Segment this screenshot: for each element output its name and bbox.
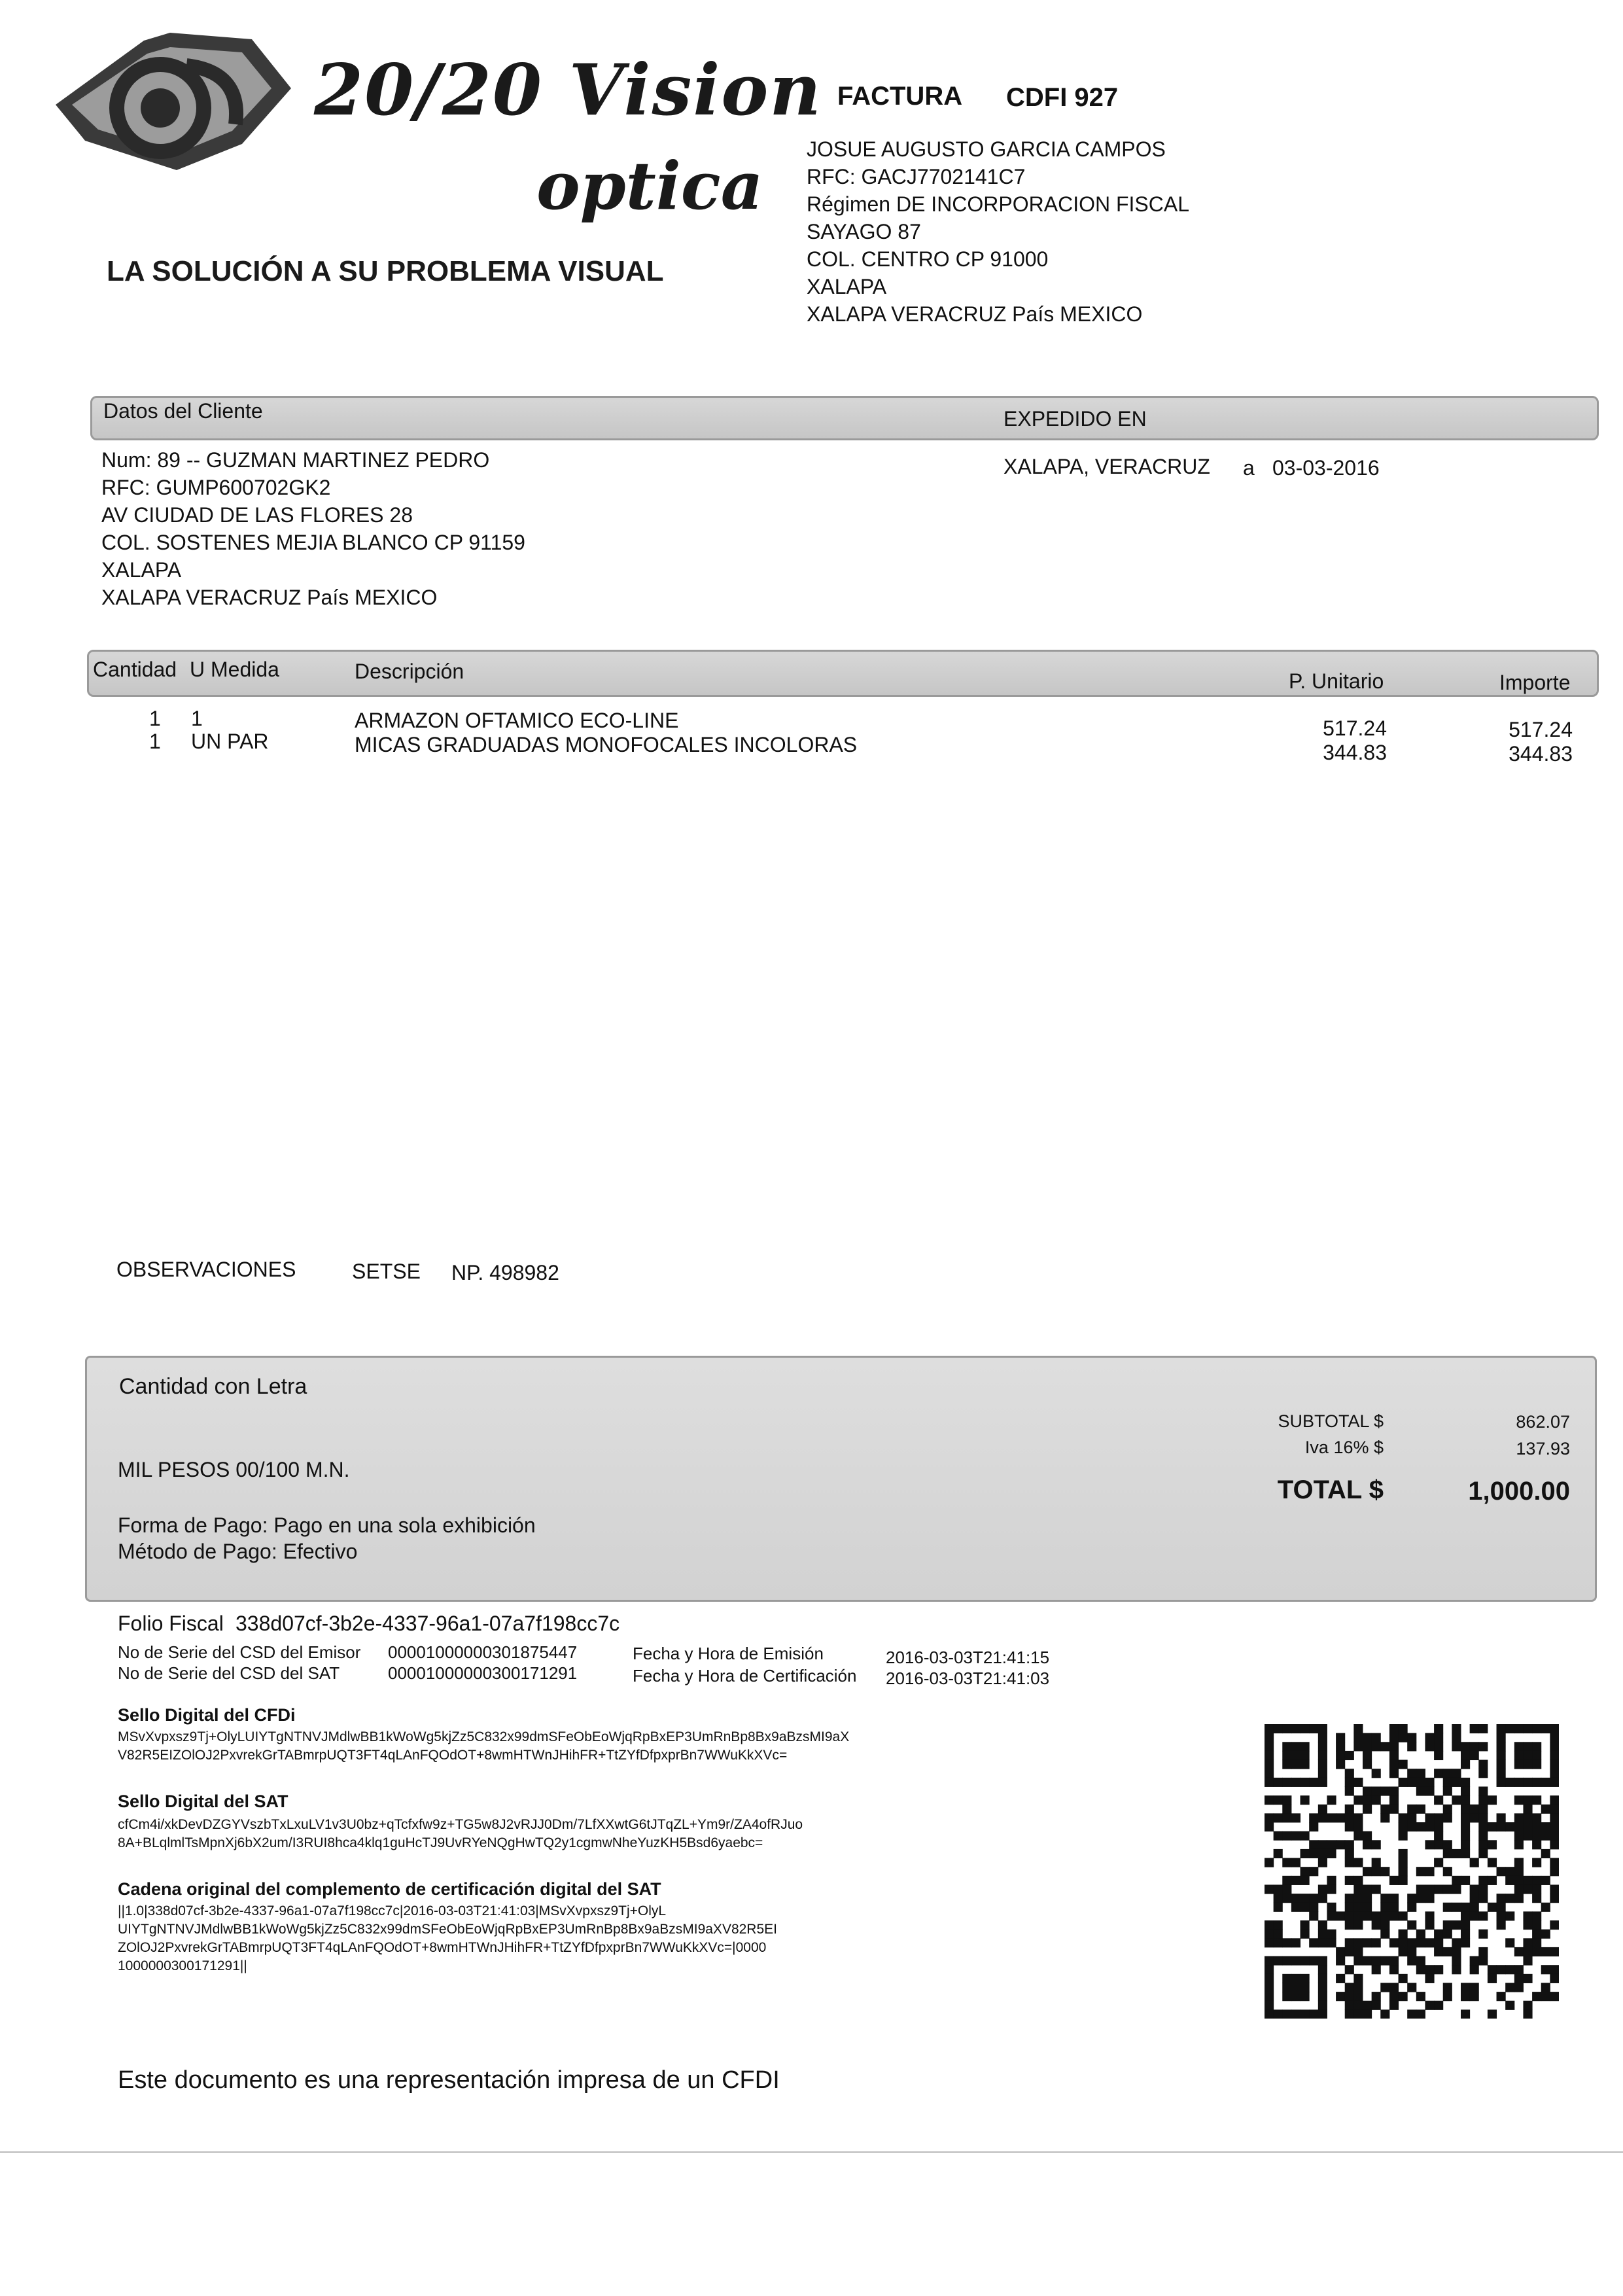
sello-sat-line: 8A+BLqlmlTsMpnXj6bX2um/I3RUI8hca4klq1guHcTJ9UvRYeNQgHwTQ2y1cgmwNheYuzKH5Bsd6yaebc= bbox=[118, 1835, 763, 1850]
subtotal-value: 862.07 bbox=[1516, 1412, 1570, 1432]
issuer-regimen: Régimen DE INCORPORACION FISCAL bbox=[807, 192, 1190, 216]
col-header-importe: Importe bbox=[1499, 671, 1571, 694]
fecha-cert-label: Fecha y Hora de Certificación bbox=[633, 1666, 857, 1686]
cadena-title: Cadena original del complemento de certificación digital del SAT bbox=[118, 1879, 661, 1899]
issuer-street: SAYAGO 87 bbox=[807, 220, 921, 243]
client-block bbox=[101, 446, 525, 611]
sello-cfdi-block bbox=[118, 1728, 968, 1765]
total-label: TOTAL $ bbox=[1277, 1475, 1384, 1504]
client-street: AV CIUDAD DE LAS FLORES 28 bbox=[101, 503, 413, 527]
cadena-line: ZOlOJ2PxvrekGrTABmrpUQT3FT4qLAnFQOdOT+8wmHTWnJHihFR+TtZYfDfpxprBn7WWuKkXVc=|0000 bbox=[118, 1940, 767, 1955]
cadena-line: UIYTgNTNVJMdlwBB1kWoWg5kjZz5C832x99dmSFeObEoWjqRpBxEP3UmRnBp8Bx9aBzsMI9aXV82R5EI bbox=[118, 1922, 777, 1937]
csd-emisor-label: No de Serie del CSD del Emisor bbox=[118, 1642, 361, 1662]
item-1-cantidad: 1 bbox=[149, 707, 161, 730]
client-city: XALAPA bbox=[101, 558, 182, 582]
sello-sat-title: Sello Digital del SAT bbox=[118, 1792, 288, 1811]
col-header-cantidad: Cantidad bbox=[93, 658, 177, 681]
company-logo bbox=[39, 26, 822, 301]
cadena-line: 1000000300171291|| bbox=[118, 1958, 247, 1973]
document-type: FACTURA bbox=[837, 82, 963, 111]
expedido-label: EXPEDIDO EN bbox=[1003, 407, 1147, 431]
fecha-emision-label: Fecha y Hora de Emisión bbox=[633, 1644, 824, 1663]
item-1-unidad: 1 bbox=[191, 707, 203, 730]
issuer-state: XALAPA VERACRUZ País MEXICO bbox=[807, 302, 1143, 326]
col-header-unidad: U Medida bbox=[190, 658, 279, 681]
metodo-pago: Método de Pago: Efectivo bbox=[118, 1540, 358, 1563]
iva-label: Iva 16% $ bbox=[1304, 1438, 1384, 1457]
client-section-bar bbox=[90, 396, 1599, 440]
sello-cfdi-line: MSvXvpxsz9Tj+OlyLUIYTgNTNVJMdlwBB1kWoWg5kjZz5C832x99dmSFeObEoWjqRpBxEP3UmRnBp8Bx9aBzsMI9aX bbox=[118, 1729, 850, 1744]
observaciones-label: OBSERVACIONES bbox=[116, 1258, 296, 1281]
col-header-descripcion: Descripción bbox=[355, 660, 464, 683]
brand-subtitle: optica bbox=[536, 147, 763, 224]
cantidad-letra-label: Cantidad con Letra bbox=[119, 1374, 307, 1399]
item-1-importe: 517.24 bbox=[1509, 718, 1573, 741]
forma-pago: Forma de Pago: Pago en una sola exhibición bbox=[118, 1513, 536, 1537]
folio-fiscal-value: 338d07cf-3b2e-4337-96a1-07a7f198cc7c bbox=[236, 1612, 620, 1635]
document-number: CDFI 927 bbox=[1006, 83, 1119, 112]
observaciones-value-1: SETSE bbox=[352, 1260, 421, 1283]
issuer-city: XALAPA bbox=[807, 275, 887, 298]
cadena-line: ||1.0|338d07cf-3b2e-4337-96a1-07a7f198cc7c|2016-03-03T21:41:03|MSvXvpxsz9Tj+OlyL bbox=[118, 1903, 667, 1918]
footer-note: Este documento es una representación impresa de un CFDI bbox=[118, 2066, 780, 2094]
subtotal-label: SUBTOTAL $ bbox=[1278, 1411, 1384, 1431]
sello-cfdi-title: Sello Digital del CFDi bbox=[118, 1705, 296, 1725]
expedido-date: 03-03-2016 bbox=[1272, 456, 1380, 480]
observaciones-value-2: NP. 498982 bbox=[451, 1261, 559, 1284]
expedido-place: XALAPA, VERACRUZ bbox=[1003, 455, 1210, 478]
client-state: XALAPA VERACRUZ País MEXICO bbox=[101, 586, 438, 609]
issuer-name: JOSUE AUGUSTO GARCIA CAMPOS bbox=[807, 137, 1166, 161]
fecha-cert-value: 2016-03-03T21:41:03 bbox=[886, 1669, 1050, 1688]
cadena-block bbox=[118, 1902, 968, 1975]
client-colonia: COL. SOSTENES MEJIA BLANCO CP 91159 bbox=[101, 531, 525, 554]
item-2-importe: 344.83 bbox=[1509, 742, 1573, 766]
item-2-cantidad: 1 bbox=[149, 730, 161, 753]
csd-sat-label: No de Serie del CSD del SAT bbox=[118, 1663, 340, 1683]
issuer-rfc: RFC: GACJ7702141C7 bbox=[807, 165, 1026, 188]
iva-value: 137.93 bbox=[1516, 1439, 1570, 1458]
page-edge-line bbox=[0, 2151, 1623, 2153]
item-2-unidad: UN PAR bbox=[191, 730, 269, 753]
eye-logo-icon bbox=[46, 26, 307, 183]
col-header-unitario: P. Unitario bbox=[1289, 669, 1384, 693]
brand-name: 20/20 Vision bbox=[314, 49, 822, 132]
client-rfc: RFC: GUMP600702GK2 bbox=[101, 476, 331, 499]
item-1-unitario: 517.24 bbox=[1323, 716, 1387, 740]
issuer-block bbox=[807, 135, 1189, 328]
folio-fiscal-label: Folio Fiscal bbox=[118, 1612, 224, 1635]
cantidad-letra-value: MIL PESOS 00/100 M.N. bbox=[118, 1458, 350, 1481]
qr-code-icon bbox=[1265, 1724, 1559, 2019]
sello-cfdi-line: V82R5EIZOlOJ2PxvrekGrTABmrpUQT3FT4qLAnFQOdOT+8wmHTWnJHihFR+TtZYfDfpxprBn7WWuKkXVc= bbox=[118, 1748, 788, 1763]
sello-sat-line: cfCm4i/xkDevDZGYVszbTxLxuLV1v3U0bz+qTcfxfw9z+TG5w8J2vRJJ0Dm/7LfXXwtG6tJTqZL+Ym9r/ZA4ofRJuo bbox=[118, 1817, 803, 1832]
item-1-descripcion: ARMAZON OFTAMICO ECO-LINE bbox=[355, 709, 679, 732]
client-section-label: Datos del Cliente bbox=[103, 399, 263, 423]
expedido-a: a bbox=[1243, 456, 1255, 480]
item-2-descripcion: MICAS GRADUADAS MONOFOCALES INCOLORAS bbox=[355, 733, 858, 756]
tagline: LA SOLUCIÓN A SU PROBLEMA VISUAL bbox=[107, 255, 664, 287]
csd-sat-value: 00001000000300171291 bbox=[388, 1663, 578, 1683]
csd-emisor-value: 00001000000301875447 bbox=[388, 1642, 578, 1662]
qr-code bbox=[1265, 1724, 1559, 2019]
total-value: 1,000.00 bbox=[1468, 1477, 1570, 1506]
fecha-emision-value: 2016-03-03T21:41:15 bbox=[886, 1648, 1050, 1667]
item-2-unitario: 344.83 bbox=[1323, 741, 1387, 764]
sello-sat-block bbox=[118, 1816, 968, 1852]
issuer-colonia: COL. CENTRO CP 91000 bbox=[807, 247, 1049, 271]
client-name: Num: 89 -- GUZMAN MARTINEZ PEDRO bbox=[101, 448, 490, 472]
